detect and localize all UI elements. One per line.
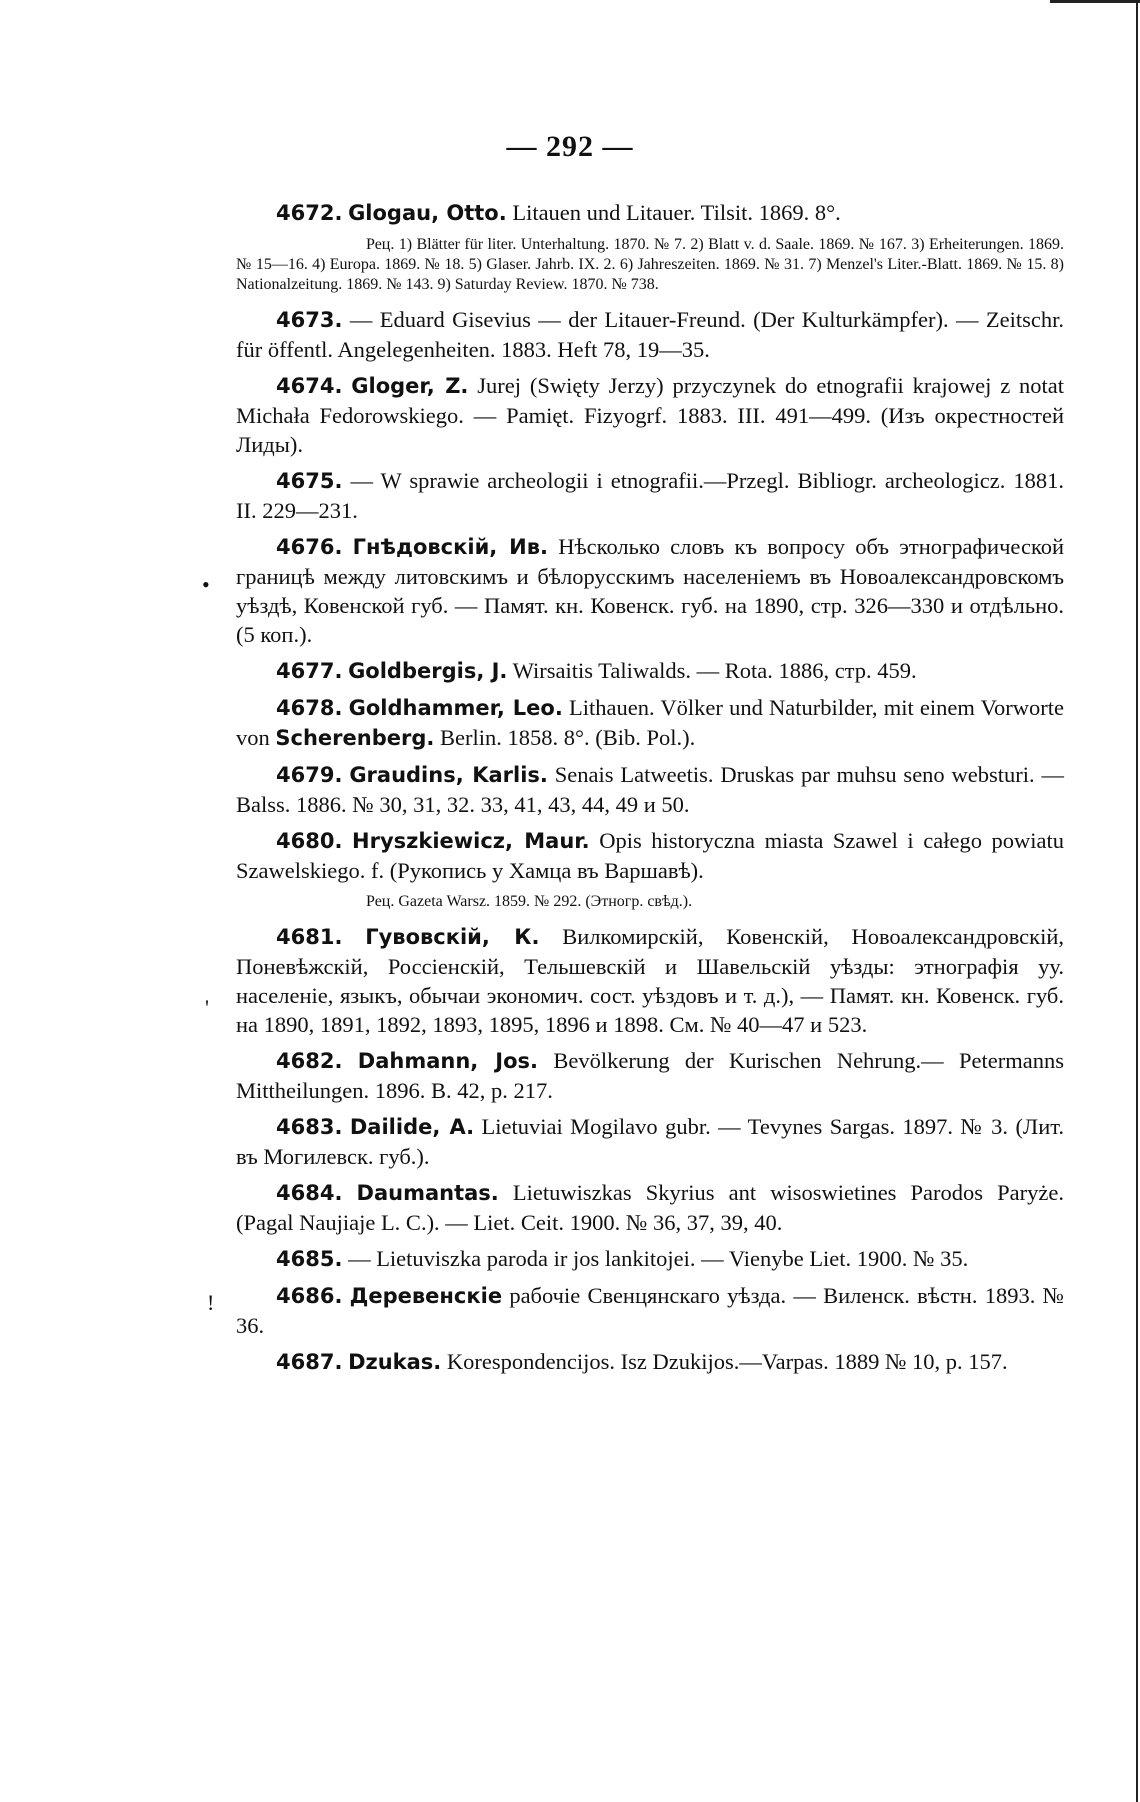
- entry-4679: [236, 760, 1064, 819]
- entry-4686: [236, 1281, 1064, 1340]
- entry-text: Wirsaitis Taliwalds. — Rota. 1886, стр. 459.: [512, 658, 917, 683]
- entry-text: Senais Latweetis. Druskas par muhsu seno websturi. — Balss. 1886. № 30, 31, 32. 33, 41, 43, 44, 49 и 50.: [236, 762, 1065, 817]
- entry-text-continued: Berlin. 1858. 8°. (Bib. Pol.).: [434, 725, 696, 750]
- entry-text: Lithauen. Völker und Naturbilder, mit einem Vorworte von: [236, 695, 1064, 750]
- bibliography-list: [236, 198, 1064, 1384]
- entry-4680-review: Рец. Gazeta Warsz. 1859. № 292. (Этногр. свѣд.).: [366, 893, 693, 910]
- entry-4673: [236, 305, 1064, 364]
- entry-number: 4675.: [276, 469, 343, 493]
- entry-author: Гувовскій, К.: [365, 925, 540, 949]
- entry-4677: [236, 656, 1064, 686]
- entry-author: Gloger, Z.: [351, 374, 469, 398]
- entry-number: 4681.: [276, 925, 343, 949]
- entry-4675: [236, 466, 1064, 525]
- entry-4683: [236, 1112, 1064, 1171]
- entry-author: Dzukas.: [348, 1350, 442, 1374]
- entry-text: Jurej (Swięty Jerzy) przyczynek do etnografii krajowej z notat Michała Fedorowskiego. — Pamięt. Fizyogrf. 1883. III. 491—499. (Изъ окрестностей Лиды).: [236, 373, 1065, 457]
- entry-author: Деревенскіе: [349, 1284, 503, 1308]
- entry-number: 4679.: [276, 763, 343, 787]
- entry-author: Hryszkiewicz, Maur.: [352, 829, 590, 853]
- entry-text: — W sprawie archeologii i etnografii.—Przegl. Bibliogr. archeologicz. 1881. II. 229—231.: [236, 468, 1064, 523]
- entry-4685: [236, 1244, 1064, 1274]
- entry-4674: [236, 371, 1064, 459]
- entry-author: Dahmann, Jos.: [357, 1049, 539, 1073]
- entry-4684: [236, 1178, 1064, 1237]
- entry-text: Korespondencijos. Isz Dzukijos.—Varpas. 1889 № 10, p. 157.: [446, 1349, 1008, 1374]
- entry-author: Goldhammer, Leo.: [348, 696, 563, 720]
- entry-4672: [236, 198, 1064, 228]
- page-corner-line: [1050, 0, 1140, 3]
- page-edge-line: [1136, 0, 1138, 1802]
- margin-bar-mark: !: [207, 1290, 215, 1315]
- entry-text: Вилкомирскій, Ковенскій, Новоалександровскій, Поневѣжскій, Россіенскій, Тельшевскій и Шавельскій уѣзды: этнографія уу. населеніе, языкъ, обычаи экономич. сост. уѣздовъ и т. д.), — Памят. кн. Ковенск. губ. на 1890, 1891, 1892, 1893, 1895, 1896 и 1898. См. № 40—47 и 523.: [236, 924, 1065, 1037]
- entry-author: Dailide, A.: [349, 1115, 475, 1139]
- entry-text: Opis historyczna miasta Szawel i całego powiatu Szawelskiego. f. (Рукопись у Хамца въ Варшавѣ).: [236, 828, 1065, 883]
- entry-number: 4684.: [276, 1181, 343, 1205]
- entry-number: 4683.: [276, 1115, 343, 1139]
- entry-text: Litauen und Litauer. Tilsit. 1869. 8°.: [512, 200, 841, 225]
- entry-4687: [236, 1347, 1064, 1377]
- entry-number: 4682.: [276, 1049, 343, 1073]
- entry-number: 4676.: [276, 535, 343, 559]
- entry-text: Bevölkerung der Kurischen Nehrung.— Petermanns Mittheilungen. 1896. B. 42, p. 217.: [236, 1048, 1064, 1103]
- entry-4678: [236, 693, 1064, 753]
- entry-author: Гнѣдовскій, Ив.: [352, 535, 548, 559]
- entry-author: Goldbergis, J.: [348, 659, 508, 683]
- entry-text: Lietuwiszkas Skyrius ant wisoswietines Parodos Paryże. (Pagal Naujiaje L. C.). — Liet. Ceit. 1900. № 36, 37, 39, 40.: [236, 1180, 1064, 1235]
- entry-number: 4685.: [276, 1247, 343, 1271]
- entry-4672-review: Рец. 1) Blätter für liter. Unterhaltung. 1870. № 7. 2) Blatt v. d. Saale. 1869. № 167. 3) Erheiterungen. 1869. № 15—16. 4) Europa. 1869. № 18. 5) Glaser. Jahrb. IX. 2. 6) Jahreszeiten. 1869. № 31. 7) Menzel's Liter.-Blatt. 1869. № 15. 8) Nationalzeitung. 1869. № 143. 9) Saturday Review. 1870. № 738.: [236, 236, 1064, 293]
- entry-4681: [236, 922, 1064, 1039]
- entry-4676: [236, 532, 1064, 649]
- entry-text: Lietuviai Mogilavo gubr. — Tevynes Sargas. 1897. № 3. (Лит. въ Могилевск. губ.).: [236, 1114, 1064, 1169]
- page-number: — 292 —: [506, 130, 634, 163]
- entry-text: рабочіе Свенцянскаго уѣзда. — Виленск. вѣстн. 1893. № 36.: [236, 1283, 1065, 1338]
- entry-number: 4686.: [276, 1284, 343, 1308]
- entry-editor: Scherenberg.: [275, 726, 435, 750]
- entry-number: 4680.: [276, 829, 343, 853]
- entry-author: Graudins, Karlis.: [349, 763, 548, 787]
- entry-text: — Lietuviszka paroda ir jos lankitojei. — Vienybe Liet. 1900. № 35.: [348, 1246, 969, 1271]
- entry-4680: [236, 826, 1064, 885]
- entry-number: 4687.: [276, 1350, 343, 1374]
- entry-text: — Eduard Gisevius — der Litauer-Freund. (Der Kulturkämpfer). — Zeitschr. für öffentl. Angelegenheiten. 1883. Heft 78, 19—35.: [236, 307, 1065, 362]
- entry-number: 4677.: [276, 659, 343, 683]
- entry-author: Daumantas.: [356, 1181, 499, 1205]
- margin-tick-mark: ': [205, 995, 209, 1020]
- entry-text: Нѣсколько словъ къ вопросу объ этнографической границѣ между литовскимъ и бѣлорусскимъ населеніемъ въ Новоалександровскомъ уѣздѣ, Ковенской губ. — Памят. кн. Ковенск. губ. на 1890, стр. 326—330 и отдѣльно. (5 коп.).: [236, 534, 1065, 647]
- entry-number: 4672.: [276, 201, 343, 225]
- entry-number: 4674.: [276, 374, 343, 398]
- margin-dot-mark: •: [202, 572, 210, 597]
- entry-number: 4678.: [276, 696, 343, 720]
- entry-4682: [236, 1046, 1064, 1105]
- entry-number: 4673.: [276, 308, 343, 332]
- entry-author: Glogau, Otto.: [348, 201, 507, 225]
